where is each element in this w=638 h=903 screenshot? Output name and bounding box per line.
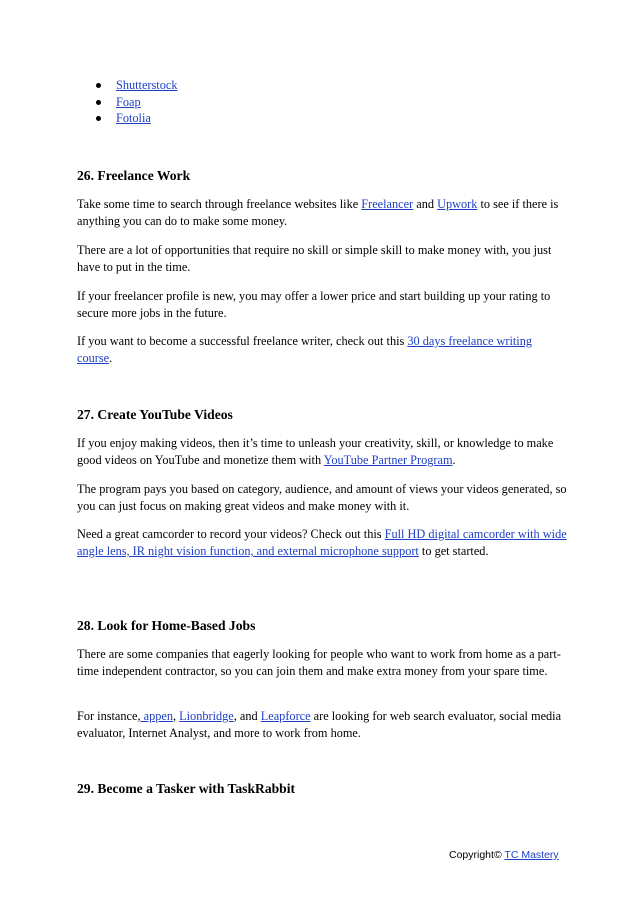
paragraph <box>77 196 567 230</box>
text: and <box>413 197 438 211</box>
text: , and <box>233 709 261 723</box>
list-item <box>96 77 177 94</box>
link-youtube-partner-program[interactable]: YouTube Partner Program <box>323 453 453 467</box>
text: Need a great camcorder to record your videos? Check out this <box>77 527 385 541</box>
paragraph <box>77 708 567 742</box>
paragraph: If your freelancer profile is new, you may offer a lower price and start building up your rating to secure more jobs in the future. <box>77 289 551 320</box>
section-heading-27: 27. Create YouTube Videos <box>77 407 233 422</box>
paragraph <box>77 333 567 367</box>
text: If you enjoy making videos, then it’s time to unleash your creativity, skill, or knowledge to make good videos on YouTube and monetize them with <box>77 436 554 467</box>
list-item <box>96 110 177 127</box>
paragraph <box>77 435 567 469</box>
paragraph: There are a lot of opportunities that require no skill or simple skill to make money with, you just have to put in the time. <box>77 243 552 274</box>
link-lionbridge[interactable]: Lionbridge <box>179 709 234 723</box>
text: . <box>109 351 113 365</box>
paragraph: The program pays you based on category, audience, and amount of views your videos generated, so you can just focus on making great videos and make money with it. <box>77 482 567 513</box>
section-heading-26: 26. Freelance Work <box>77 168 191 183</box>
paragraph: There are some companies that eagerly looking for people who want to work from home as a part-time independent contractor, so you can join them and make extra money from your spare time. <box>77 647 561 678</box>
link-tc-mastery[interactable]: TC Mastery <box>504 849 559 861</box>
link-appen[interactable]: appen <box>140 709 173 723</box>
link-upwork[interactable]: Upwork <box>437 197 478 211</box>
text: If you want to become a successful freelance writer, check out this <box>77 334 408 348</box>
text: , <box>172 709 180 723</box>
section-heading-29: 29. Become a Tasker with TaskRabbit <box>77 781 296 796</box>
page-footer <box>449 849 559 862</box>
text: Take some time to search through freelance websites like <box>77 197 362 211</box>
link-freelance-writing-course[interactable]: 30 days freelance writing course <box>77 334 533 365</box>
bullet-icon <box>96 83 101 88</box>
link-freelancer[interactable]: Freelancer <box>361 197 414 211</box>
link-foap[interactable]: Foap <box>116 94 141 109</box>
link-camcorder[interactable]: Full HD digital camcorder with wide angle lens, IR night vision function, and external microphone support <box>77 527 567 558</box>
list-item <box>96 94 177 111</box>
section-heading-28: 28. Look for Home-Based Jobs <box>77 618 256 633</box>
bullet-icon <box>96 100 101 105</box>
copyright-text: Copyright© <box>449 849 505 861</box>
link-fotolia[interactable]: Fotolia <box>116 111 151 125</box>
link-leapforce[interactable]: Leapforce <box>260 709 311 723</box>
text: For instance, <box>77 709 141 723</box>
text: to see if there is anything you can do to make some money. <box>77 197 559 228</box>
text: . <box>452 453 456 467</box>
link-shutterstock[interactable]: Shutterstock <box>116 78 178 92</box>
stock-site-list <box>96 77 177 127</box>
text: to get started. <box>418 544 489 558</box>
bullet-icon <box>96 116 101 121</box>
text: are looking for web search evaluator, social media evaluator, Internet Analyst, and more to work from home. <box>77 709 562 740</box>
paragraph <box>77 526 567 560</box>
